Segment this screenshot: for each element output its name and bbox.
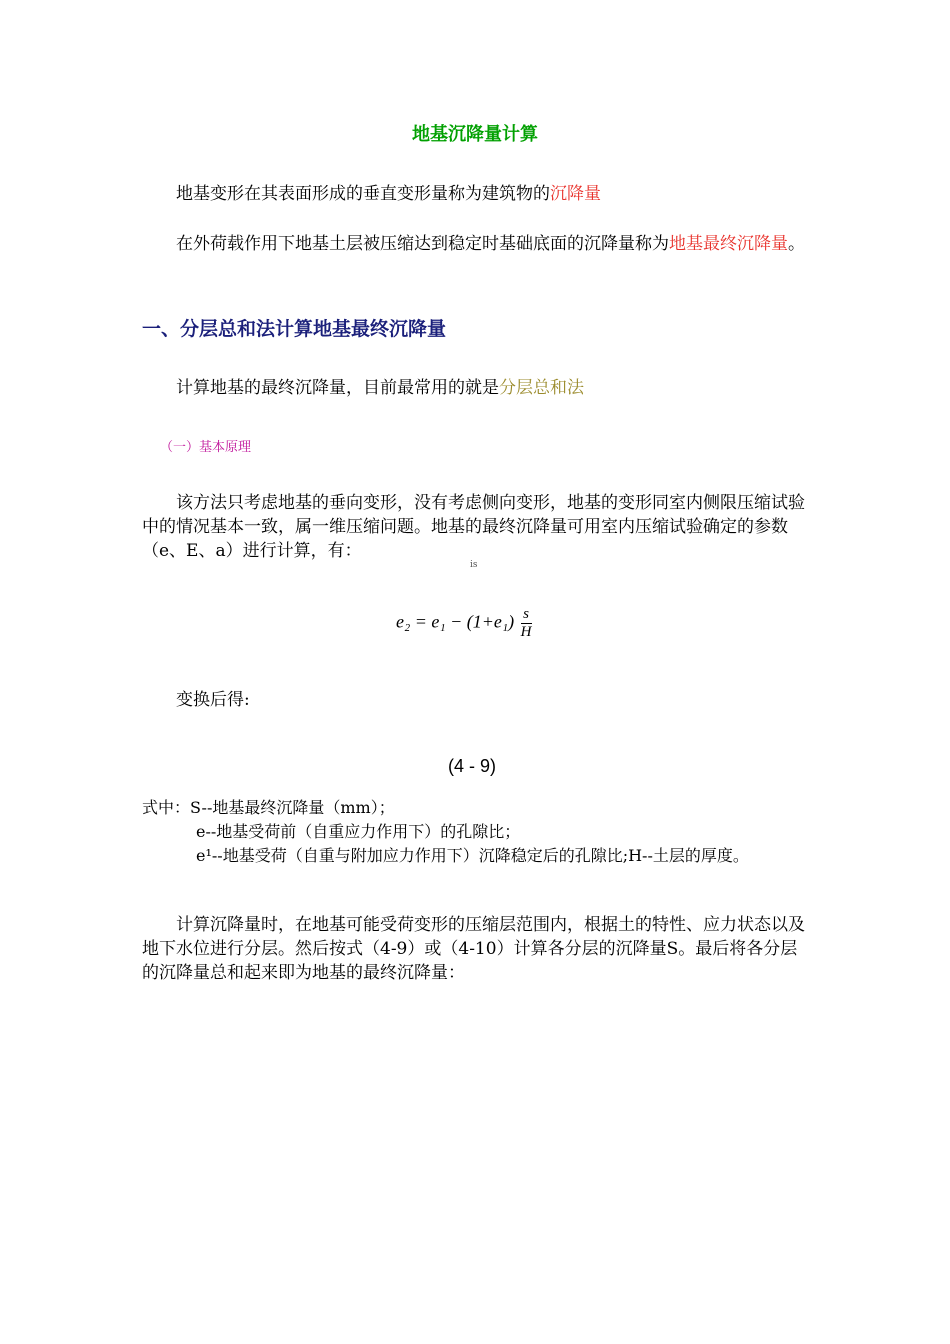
paragraph-text: 在外荷载作用下地基土层被压缩达到稳定时基础底面的沉降量称为 — [176, 234, 669, 254]
paragraph-text: 计算地基的最终沉降量，目前最常用的就是 — [176, 378, 499, 398]
paragraph-method — [142, 376, 808, 400]
paragraph-calculation: 计算沉降量时，在地基可能受荷变形的压缩层范围内，根据土的特性、应力状态以及地下水位进行分层。然后按式（4-9）或（4-10）计算各分层的沉降量S。最后将各分层的沉降量总和起来即为地基的最终沉降量： — [142, 915, 805, 983]
equation-number: (4 - 9) — [448, 756, 497, 776]
formula-lhs: e₂ = e₁ − (1+e₁) — [396, 611, 515, 632]
definition-line-e: e--地基受荷前（自重应力作用下）的孔隙比； — [196, 822, 521, 841]
subsection-heading: （一）基本原理 — [160, 440, 252, 455]
paragraph-principle: 该方法只考虑地基的垂向变形，没有考虑侧向变形，地基的变形同室内侧限压缩试验中的情况基本一致，属一维压缩问题。地基的最终沉降量可用室内压缩试验确定的参数（e、E、a）进行计算，有： — [142, 493, 805, 561]
term-layerwise-summation: 分层总和法 — [499, 378, 584, 398]
formula-numerator: s — [521, 606, 532, 624]
formula-e2 — [396, 606, 532, 641]
formula-denominator: H — [520, 624, 532, 640]
term-settlement: 沉降量 — [550, 184, 601, 204]
paragraph-text: 地基变形在其表面形成的垂直变形量称为建筑物的 — [176, 184, 550, 204]
definition-line-e1-h: e¹--地基受荷（自重与附加应力作用下）沉降稳定后的孔隙比;H--土层的厚度。 — [196, 846, 749, 865]
formula-fraction — [521, 606, 532, 641]
definitions-block — [142, 796, 806, 868]
small-mark: is — [470, 560, 478, 570]
paragraph-transform: 变换后得: — [176, 690, 250, 710]
page-title: 地基沉降量计算 — [412, 124, 538, 145]
paragraph-definition-settlement — [142, 182, 808, 206]
definition-line-s: 式中：S--地基最终沉降量（mm）； — [142, 798, 395, 817]
section-heading: 一、分层总和法计算地基最终沉降量 — [142, 318, 447, 340]
paragraph-tail: 。 — [788, 234, 805, 254]
paragraph-definition-final-settlement — [142, 232, 808, 256]
term-final-settlement: 地基最终沉降量 — [669, 234, 788, 254]
